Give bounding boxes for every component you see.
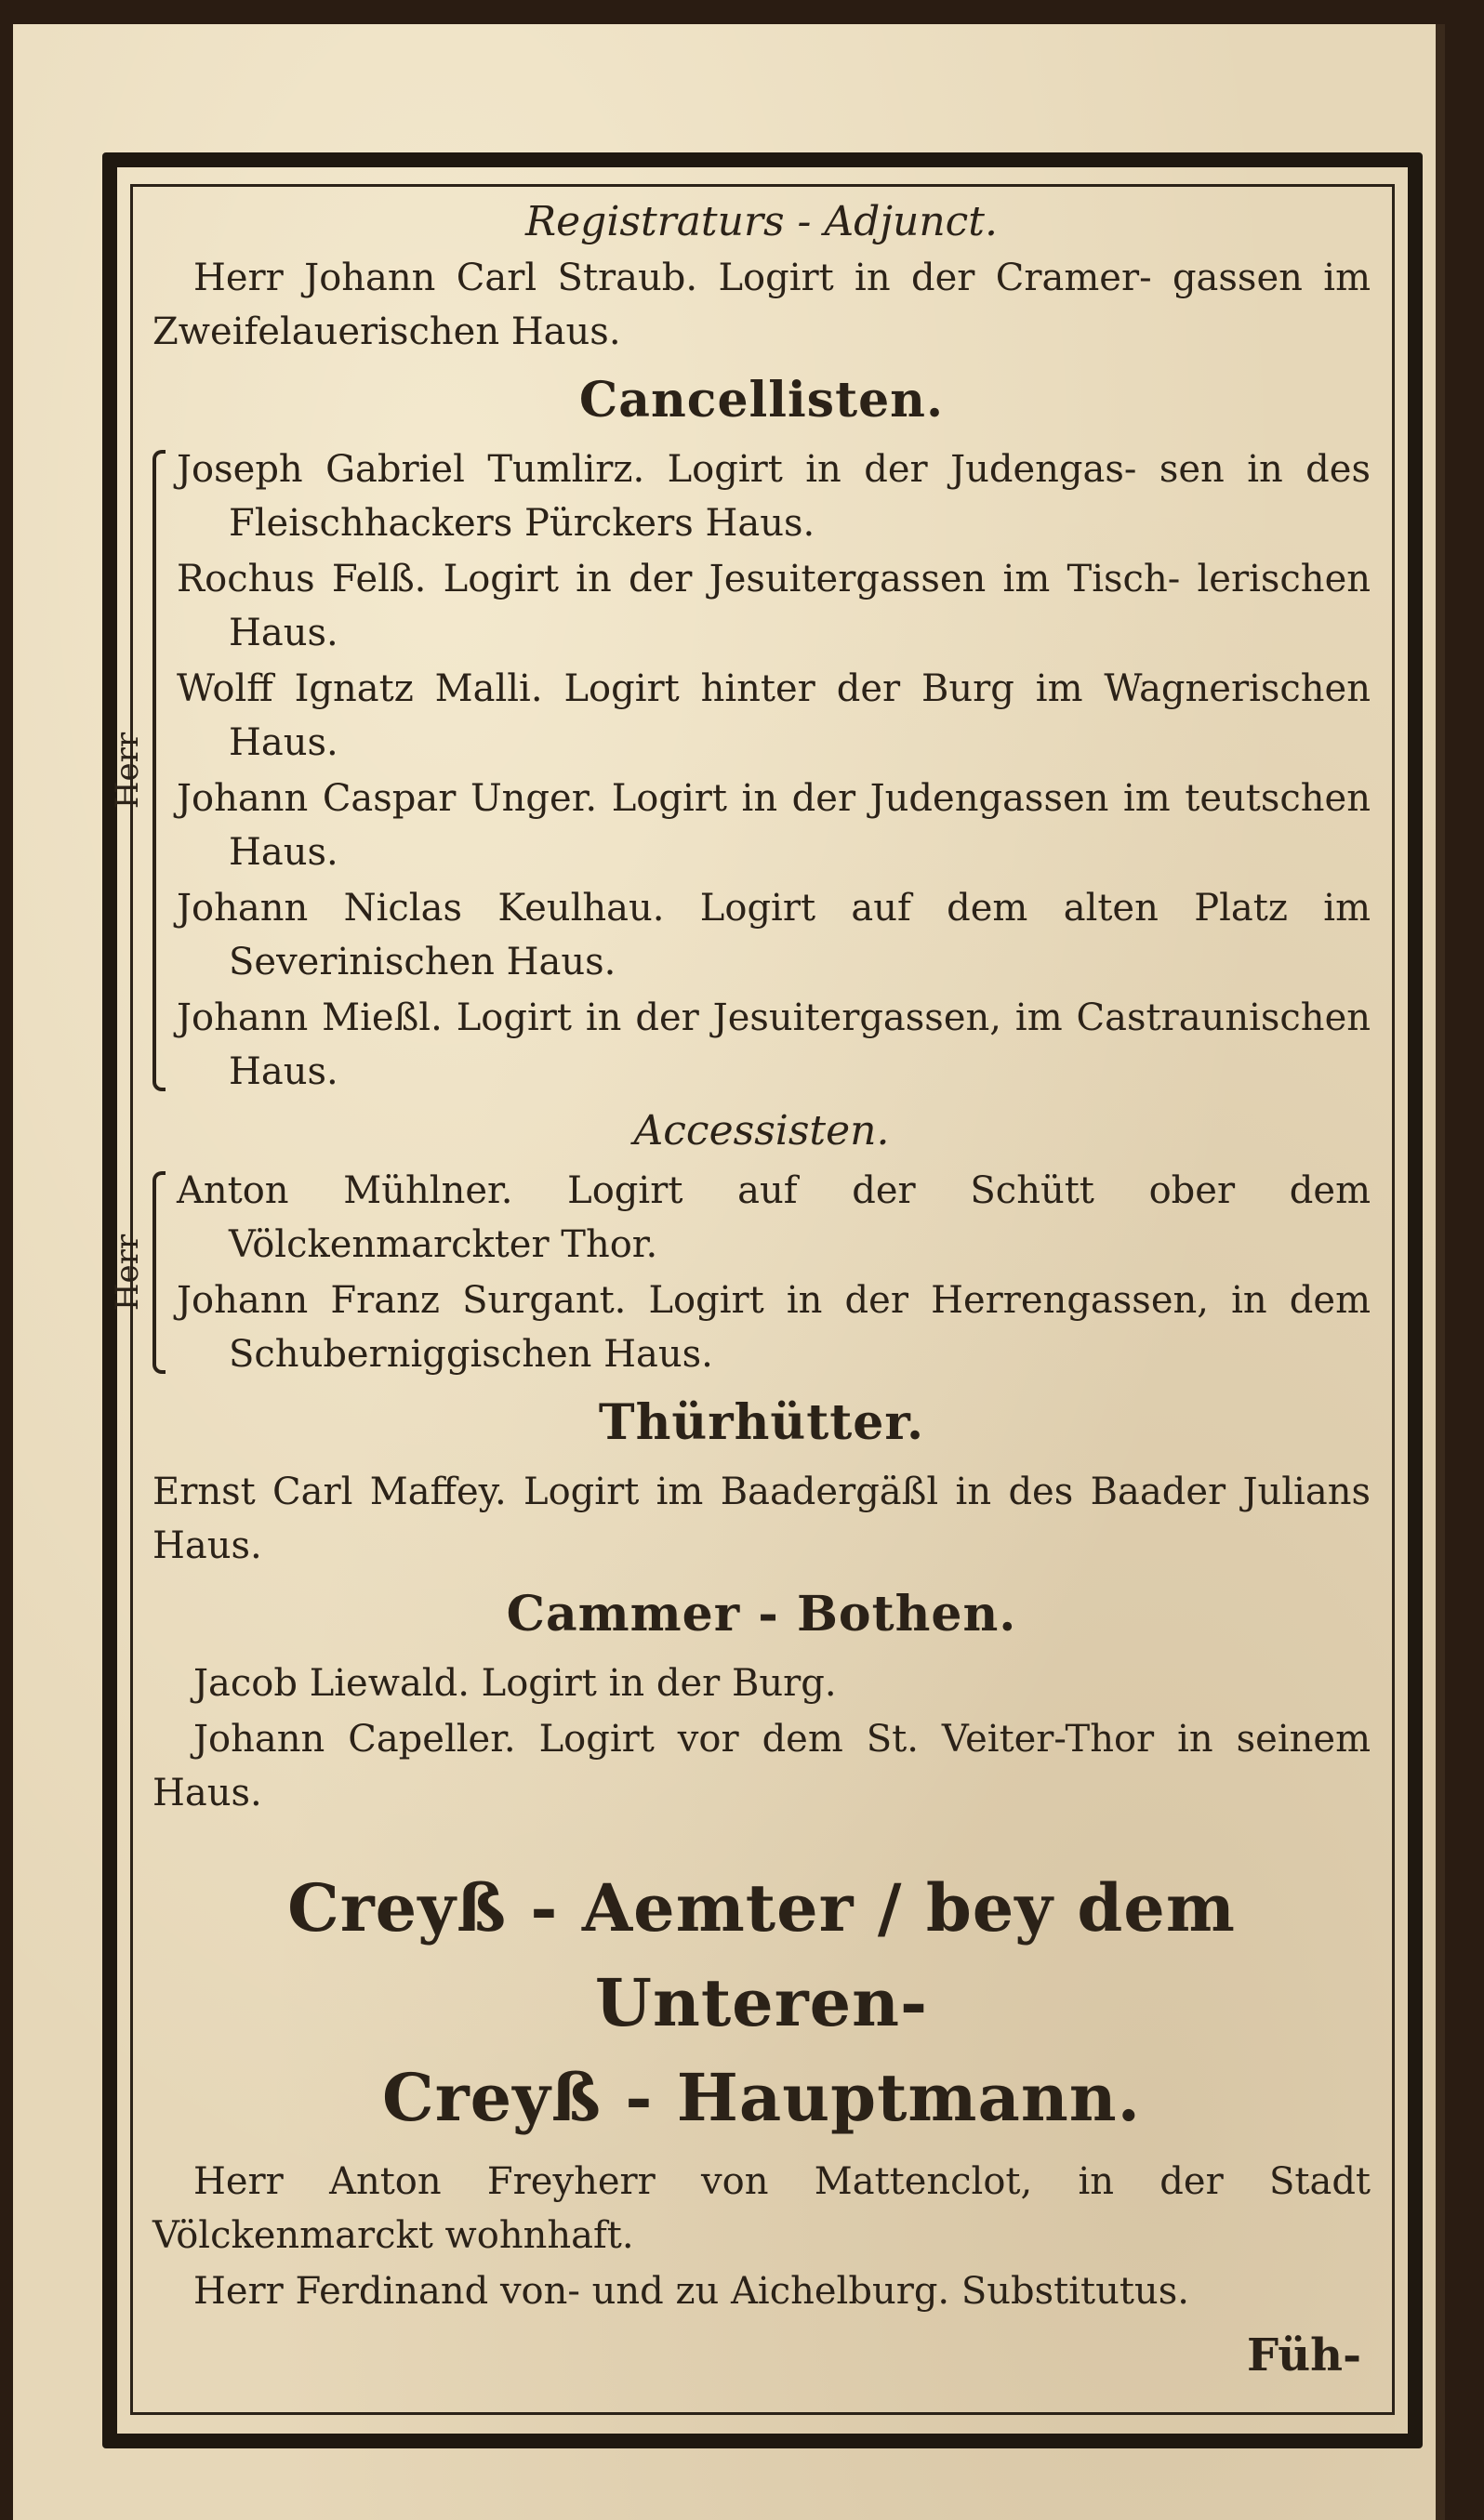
cancellisten-group — [109, 442, 1371, 1099]
accessisten-group — [109, 1164, 1371, 1381]
entry-tumlirz: Joseph Gabriel Tumlirz. Logirt in der Judengas- sen in des Fleischhackers Pürckers Haus. — [177, 448, 1371, 545]
entry-keulhau: Johann Niclas Keulhau. Logirt auf dem alten Platz im Severinischen Haus. — [177, 887, 1371, 983]
heading-cancellisten: Cancellisten. — [578, 372, 945, 429]
entry-straub: Herr Johann Carl Straub. Logirt in der Cramer- gassen im Zweifelauerischen Haus. — [152, 257, 1371, 353]
entry-capeller: Johann Capeller. Logirt vor dem St. Veiter-Thor in seinem Haus. — [152, 1718, 1371, 1814]
entry-muehlner: Anton Mühlner. Logirt auf der Schütt ober dem Völckenmarckter Thor. — [177, 1169, 1371, 1266]
entry-felss: Rochus Felß. Logirt in der Jesuitergassen im Tisch- lerischen Haus. — [177, 558, 1371, 654]
entry-miessl: Johann Mießl. Logirt in der Jesuitergassen, im Castraunischen Haus. — [177, 996, 1371, 1093]
book-page — [13, 24, 1445, 2520]
heading-registraturs-adjunct: Registraturs - Adjunct. — [525, 198, 998, 245]
entry-maffey: Ernst Carl Maffey. Logirt im Baadergäßl in des Baader Julians Haus. — [152, 1471, 1371, 1567]
entry-malli: Wolff Ignatz Malli. Logirt hinter der Burg im Wagnerischen Haus. — [177, 667, 1371, 764]
entry-aichelburg: Herr Ferdinand von- und zu Aichelburg. Substitutus. — [193, 2270, 1189, 2313]
heading-creyss-aemter: Creyß - Aemter / bey dem Unteren- — [287, 1869, 1236, 2041]
entry-unger: Johann Caspar Unger. Logirt in der Judengassen im teutschen Haus. — [177, 777, 1371, 874]
entry-surgant: Johann Franz Surgant. Logirt in der Herrengassen, in dem Schuberniggischen Haus. — [177, 1279, 1371, 1376]
heading-creyss-hauptmann: Creyß - Hauptmann. — [381, 2059, 1142, 2136]
page-content — [109, 193, 1371, 2406]
catchword: Füh- — [1247, 2329, 1361, 2381]
heading-cammer-bothen: Cammer - Bothen. — [506, 1586, 1017, 1643]
heading-thuerhuetter: Thürhütter. — [598, 1394, 925, 1451]
side-label-herr: Herr — [109, 1234, 147, 1312]
entry-liewald: Jacob Liewald. Logirt in der Burg. — [193, 1662, 837, 1705]
side-label-herr: Herr — [109, 732, 147, 810]
heading-accessisten: Accessisten. — [633, 1107, 890, 1154]
entry-mattenclot: Herr Anton Freyherr von Mattenclot, in der Stadt Völckenmarckt wohnhaft. — [152, 2160, 1371, 2257]
